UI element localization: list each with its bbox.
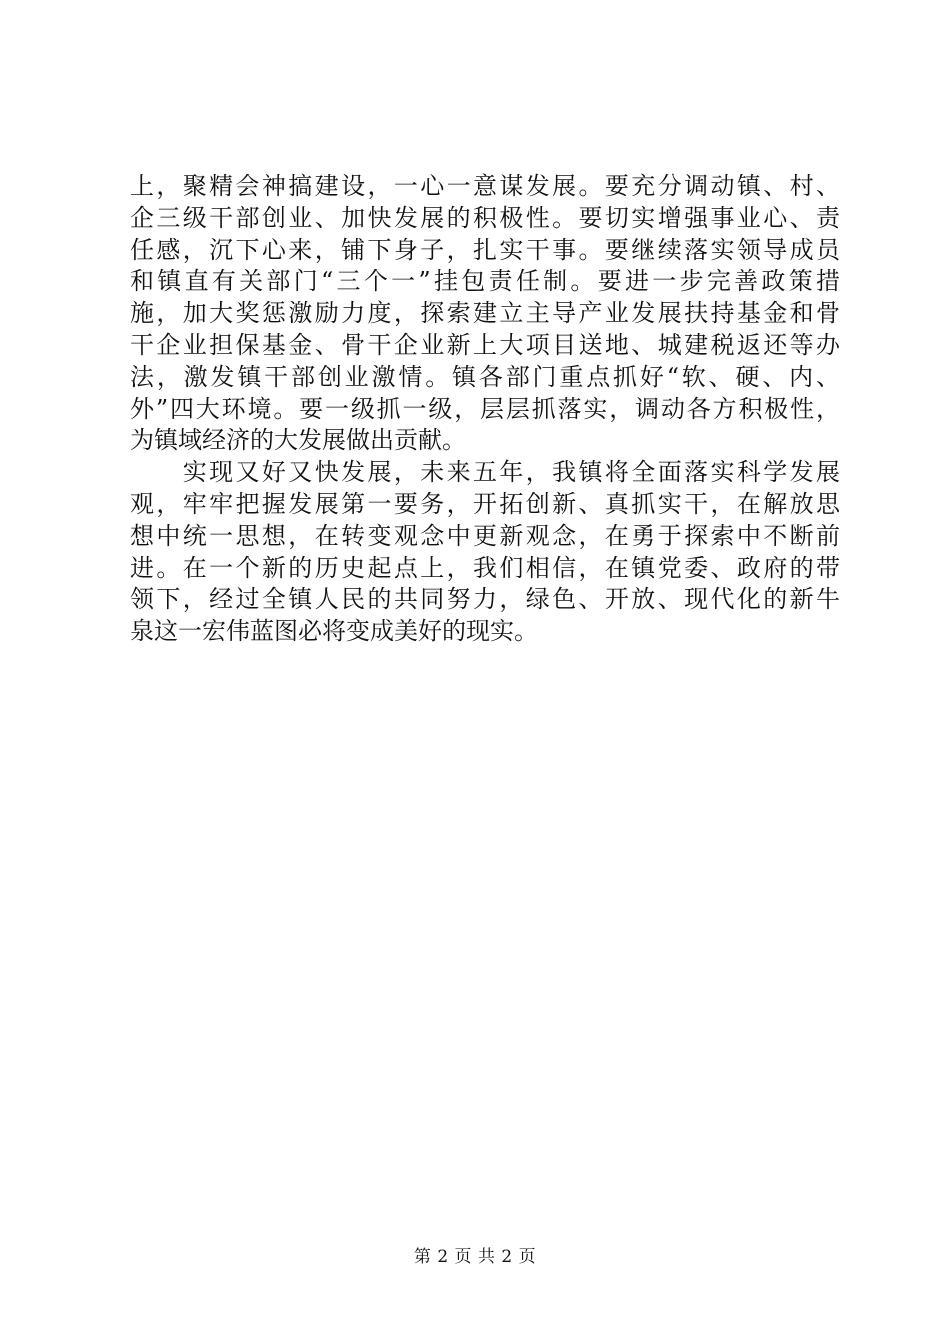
text-line: 为镇域经济的大发展做出贡献。 (130, 426, 466, 455)
text-line: 泉这一宏伟蓝图必将变成美好的现实。 (130, 617, 538, 646)
text-line: 进。在一个新的历史起点上，我们相信，在镇党委、政府的带 (130, 553, 840, 582)
text-line: 任感，沉下心来，铺下身子，扎实干事。要继续落实领导成员 (130, 235, 840, 264)
text-line: 想中统一思想，在转变观念中更新观念，在勇于探索中不断前 (130, 521, 840, 550)
text-line: 上，聚精会神搞建设，一心一意谋发展。要充分调动镇、村、 (130, 172, 840, 200)
text-line: 外”四大环境。要一级抓一级，层层抓落实，调动各方积极性， (130, 394, 840, 423)
text-line: 领下，经过全镇人民的共同努力，绿色、开放、现代化的新牛 (130, 585, 840, 614)
text-line: 法，激发镇干部创业激情。镇各部门重点抓好“软、硬、内、 (130, 362, 840, 391)
text-line: 实现又好又快发展，未来五年，我镇将全面落实科学发展 (130, 458, 840, 487)
text-line: 观，牢牢把握发展第一要务，开拓创新、真抓实干，在解放思 (130, 489, 840, 518)
text-line: 和镇直有关部门“三个一”挂包责任制。要进一步完善政策措 (130, 267, 840, 296)
text-line: 施，加大奖惩激励力度，探索建立主导产业发展扶持基金和骨 (130, 299, 840, 328)
text-line: 企三级干部创业、加快发展的积极性。要切实增强事业心、责 (130, 203, 840, 232)
body-text (130, 171, 840, 648)
text-line: 干企业担保基金、骨干企业新上大项目送地、城建税返还等办 (130, 330, 840, 359)
page-number-footer: 第 2 页 共 2 页 (413, 1247, 537, 1267)
